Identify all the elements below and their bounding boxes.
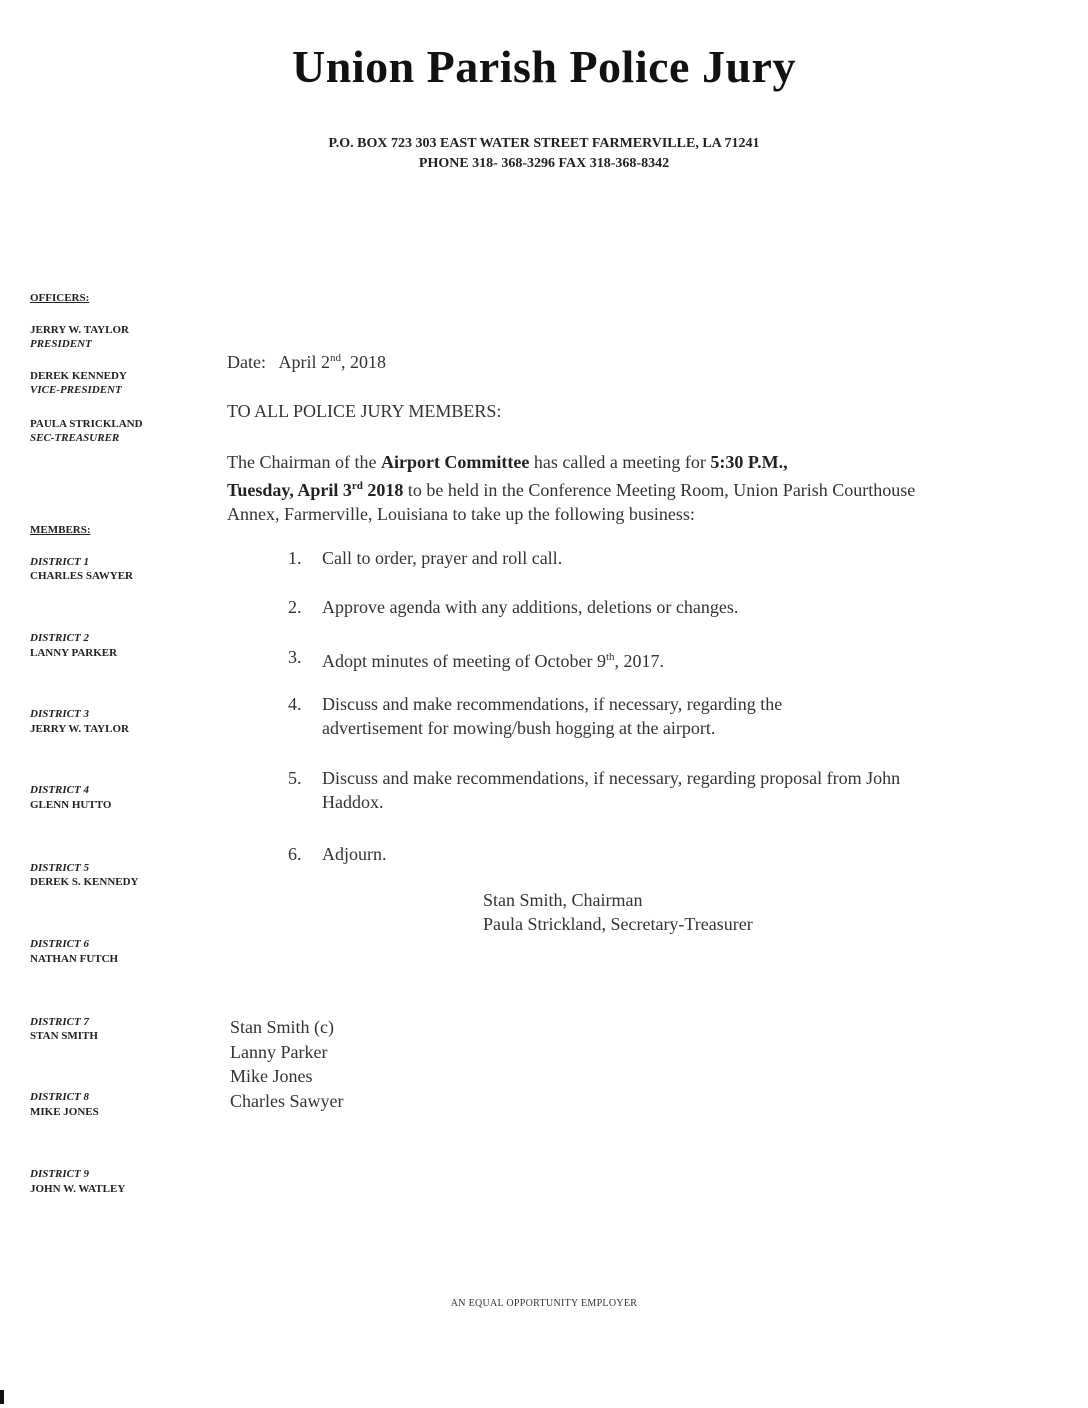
officer-name: JERRY W. TAYLOR [30,324,129,336]
member-name: JERRY W. TAYLOR [30,723,129,735]
cc-name: Lanny Parker [230,1042,328,1062]
agenda-text: Discuss and make recommendations, if necessary, regarding proposal from John Haddox. [322,768,901,812]
date-label: Date: [227,352,266,372]
agenda-item [288,842,387,866]
agenda-text [322,645,922,673]
agenda-text: Discuss and make recommendations, if necessary, regarding the advertisement for mowing/bush hogging at the airport. [322,694,783,738]
signature-secretary: Paula Strickland, Secretary-Treasurer [483,914,753,934]
agenda-text: Approve agenda with any additions, deletions or changes. [322,597,739,617]
agenda-item [288,595,739,619]
member-district: DISTRICT 7 [30,1016,89,1028]
officers-heading: OFFICERS: [30,292,90,304]
cc-name: Mike Jones [230,1066,313,1086]
member-district: DISTRICT 2 [30,632,89,644]
date-year: , 2018 [341,352,386,372]
date-value: April 2 [278,352,330,372]
meeting-day-suffix: rd [351,480,363,492]
intro-text: has called a meeting for [529,452,711,472]
member-name: CHARLES SAWYER [30,570,133,582]
footer-eoe: AN EQUAL OPPORTUNITY EMPLOYER [450,1298,638,1309]
member-district: DISTRICT 9 [30,1168,89,1180]
member-district: DISTRICT 4 [30,784,89,796]
meeting-notice-paragraph [227,450,957,526]
agenda-text: Adjourn. [322,844,387,864]
officer-role: SEC-TREASURER [30,432,120,444]
agenda-number: 5. [288,768,302,788]
agenda-number: 3. [288,647,302,667]
members-heading: MEMBERS: [30,524,91,536]
member-name: GLENN HUTTO [30,799,112,811]
cc-name: Charles Sawyer [230,1091,344,1111]
member-name: JOHN W. WATLEY [30,1183,126,1195]
agenda-number: 4. [288,694,302,714]
agenda-number: 2. [288,597,302,617]
address-line: P.O. BOX 723 303 EAST WATER STREET FARMERVILLE, LA 71241 [328,136,760,151]
agenda-item [288,546,563,570]
member-name: MIKE JONES [30,1106,99,1118]
member-district: DISTRICT 3 [30,708,89,720]
scan-edge-mark [0,1390,4,1404]
member-district: DISTRICT 5 [30,862,89,874]
agenda-item [288,766,901,812]
intro-text: to be held in the Conference Meeting Room, Union Parish Courthouse Annex, Farmerville, Louisiana to take up the following business: [227,480,916,524]
salutation: TO ALL POLICE JURY MEMBERS: [227,401,502,421]
member-name: LANNY PARKER [30,647,118,659]
member-district: DISTRICT 8 [30,1091,89,1103]
member-name: DEREK S. KENNEDY [30,876,139,888]
committee-name: Airport Committee [380,452,530,472]
letterhead-title: Union Parish Police Jury [292,41,796,92]
member-district: DISTRICT 1 [30,556,89,568]
agenda-text-tail: , 2017. [614,651,665,671]
officer-role: PRESIDENT [30,338,92,350]
meeting-time: 5:30 P.M., [710,452,788,472]
intro-text: The Chairman of the [227,452,381,472]
agenda-number: 6. [288,844,302,864]
agenda-text-main: Adopt minutes of meeting of October 9 [322,651,606,671]
officer-role: VICE-PRESIDENT [30,384,122,396]
signature-chairman: Stan Smith, Chairman [483,890,643,910]
member-district: DISTRICT 6 [30,938,89,950]
letter-date [227,352,386,373]
agenda-item [288,645,665,671]
agenda-text: Call to order, prayer and roll call. [322,548,563,568]
cc-name: Stan Smith (c) [230,1017,334,1037]
agenda-item [288,692,783,738]
member-name: NATHAN FUTCH [30,953,119,965]
agenda-number: 1. [288,548,302,568]
phone-fax-line: PHONE 318- 368-3296 FAX 318-368-8342 [418,156,670,171]
date-suffix: nd [330,352,341,364]
officer-name: PAULA STRICKLAND [30,418,143,430]
officer-name: DEREK KENNEDY [30,370,127,382]
meeting-year: 2018 [362,480,404,500]
meeting-day: Tuesday, April 3 [227,480,352,500]
agenda-text-suffix: th [605,651,615,663]
member-name: STAN SMITH [30,1030,98,1042]
